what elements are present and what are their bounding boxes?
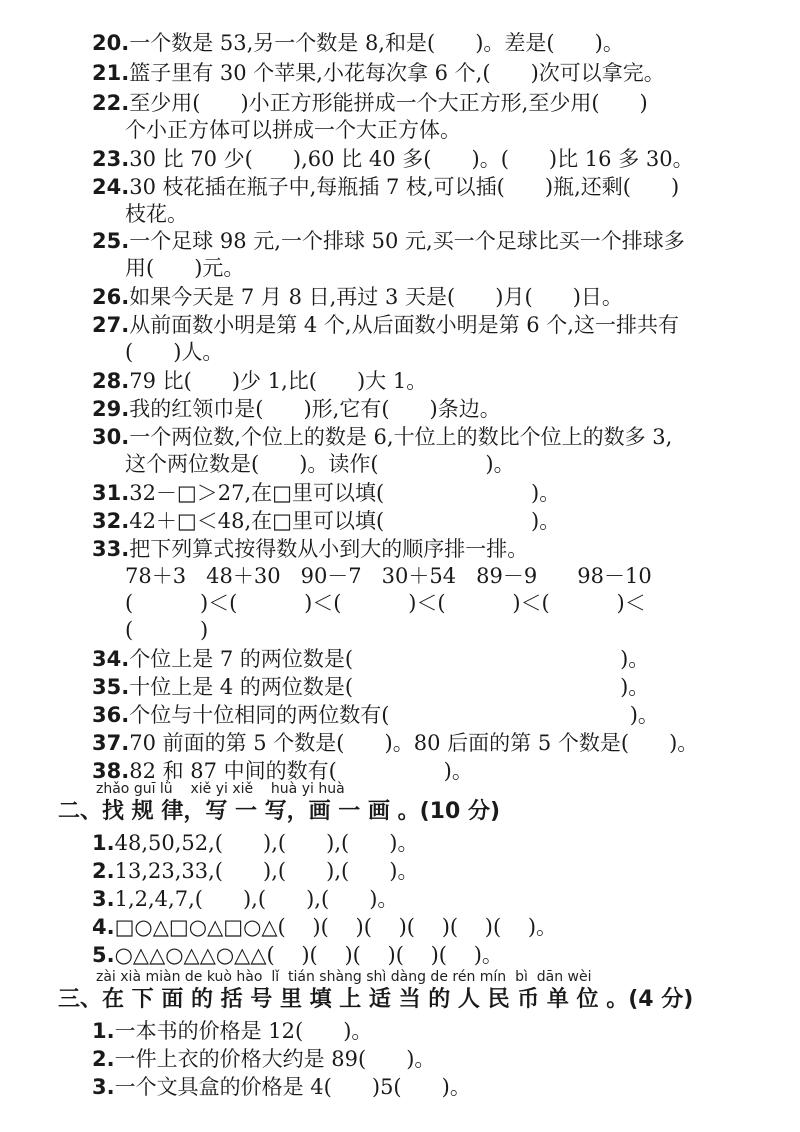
section-3-item-2: 2.一件上衣的价格大约是 89( )。: [92, 1047, 436, 1071]
question-20: 20.一个数是 53,另一个数是 8,和是( )。差是( )。: [92, 31, 624, 55]
question-23: 23.30 比 70 少( ),60 比 40 多( )。( )比 16 多 30。: [92, 147, 694, 171]
question-37: 37.70 前面的第 5 个数是( )。80 后面的第 5 个数是( )。: [92, 731, 699, 755]
question-27-line-2: ( )人。: [125, 340, 224, 364]
question-24-line-2: 枝花。: [125, 202, 188, 226]
question-26: 26.如果今天是 7 月 8 日,再过 3 天是( )月( )日。: [92, 285, 623, 309]
section-2-item-4: 4.□○△□○△□○△( )( )( )( )( )( )。: [92, 915, 558, 939]
section-2-pinyin: zhǎo guī lǜ xiě yi xiě huà yi huà: [96, 781, 345, 797]
question-33-answer-row-2: ( ): [125, 618, 209, 642]
question-35: 35.十位上是 4 的两位数是( )。: [92, 675, 650, 699]
question-36: 36.个位与十位相同的两位数有( )。: [92, 703, 659, 727]
section-2-item-5: 5.○△△○△△○△△( )( )( )( )( )。: [92, 943, 503, 967]
section-2-item-1: 1.48,50,52,( ),( ),( )。: [92, 831, 419, 855]
question-33-answer-row: ( )＜( )＜( )＜( )＜( )＜: [125, 591, 646, 615]
question-25: 25.一个足球 98 元,一个排球 50 元,买一个足球比买一个排球多: [92, 229, 685, 253]
question-38: 38.82 和 87 中间的数有( )。: [92, 759, 473, 783]
question-30-line-2: 这个两位数是( )。读作( )。: [125, 452, 515, 476]
section-2-item-3: 3.1,2,4,7,( ),( ),( )。: [92, 887, 399, 911]
question-34: 34.个位上是 7 的两位数是( )。: [92, 647, 650, 671]
question-22-line-2: 个小正方体可以拼成一个大正方体。: [125, 118, 461, 142]
question-21: 21.篮子里有 30 个苹果,小花每次拿 6 个,( )次可以拿完。: [92, 61, 665, 85]
section-3-item-1: 1.一本书的价格是 12( )。: [92, 1019, 373, 1043]
question-27: 27.从前面数小明是第 4 个,从后面数小明是第 6 个,这一排共有: [92, 313, 679, 337]
section-2-item-2: 2.13,23,33,( ),( ),( )。: [92, 859, 419, 883]
section-3-item-3: 3.一个文具盒的价格是 4( )5( )。: [92, 1075, 471, 1099]
question-28: 28.79 比( )少 1,比( )大 1。: [92, 369, 428, 393]
question-24: 24.30 枝花插在瓶子中,每瓶插 7 枝,可以插( )瓶,还剩( ): [92, 175, 680, 199]
section-3-title: 三、在 下 面 的 括 号 里 填 上 适 当 的 人 民 币 单 位 。(4 分): [58, 987, 694, 1012]
question-29: 29.我的红领巾是( )形,它有( )条边。: [92, 397, 501, 421]
question-33: 33.把下列算式按得数从小到大的顺序排一排。: [92, 537, 529, 561]
section-3-pinyin: zài xià miàn de kuò hào lǐ tián shàng shì dàng de rén mín bì dān wèi: [96, 969, 592, 985]
question-32: 32.42＋□＜48,在□里可以填( )。: [92, 509, 561, 533]
question-25-line-2: 用( )元。: [125, 256, 245, 280]
question-31: 31.32－□＞27,在□里可以填( )。: [92, 481, 561, 505]
question-22: 22.至少用( )小正方形能拼成一个大正方形,至少用( ): [92, 91, 648, 115]
section-2-title: 二、找 规 律，写 一 写，画 一 画 。(10 分): [58, 799, 500, 824]
question-33-expressions: 78＋3 48＋30 90－7 30＋54 89－9 98－10: [125, 564, 652, 588]
question-30: 30.一个两位数,个位上的数是 6,十位上的数比个位上的数多 3,: [92, 425, 673, 449]
